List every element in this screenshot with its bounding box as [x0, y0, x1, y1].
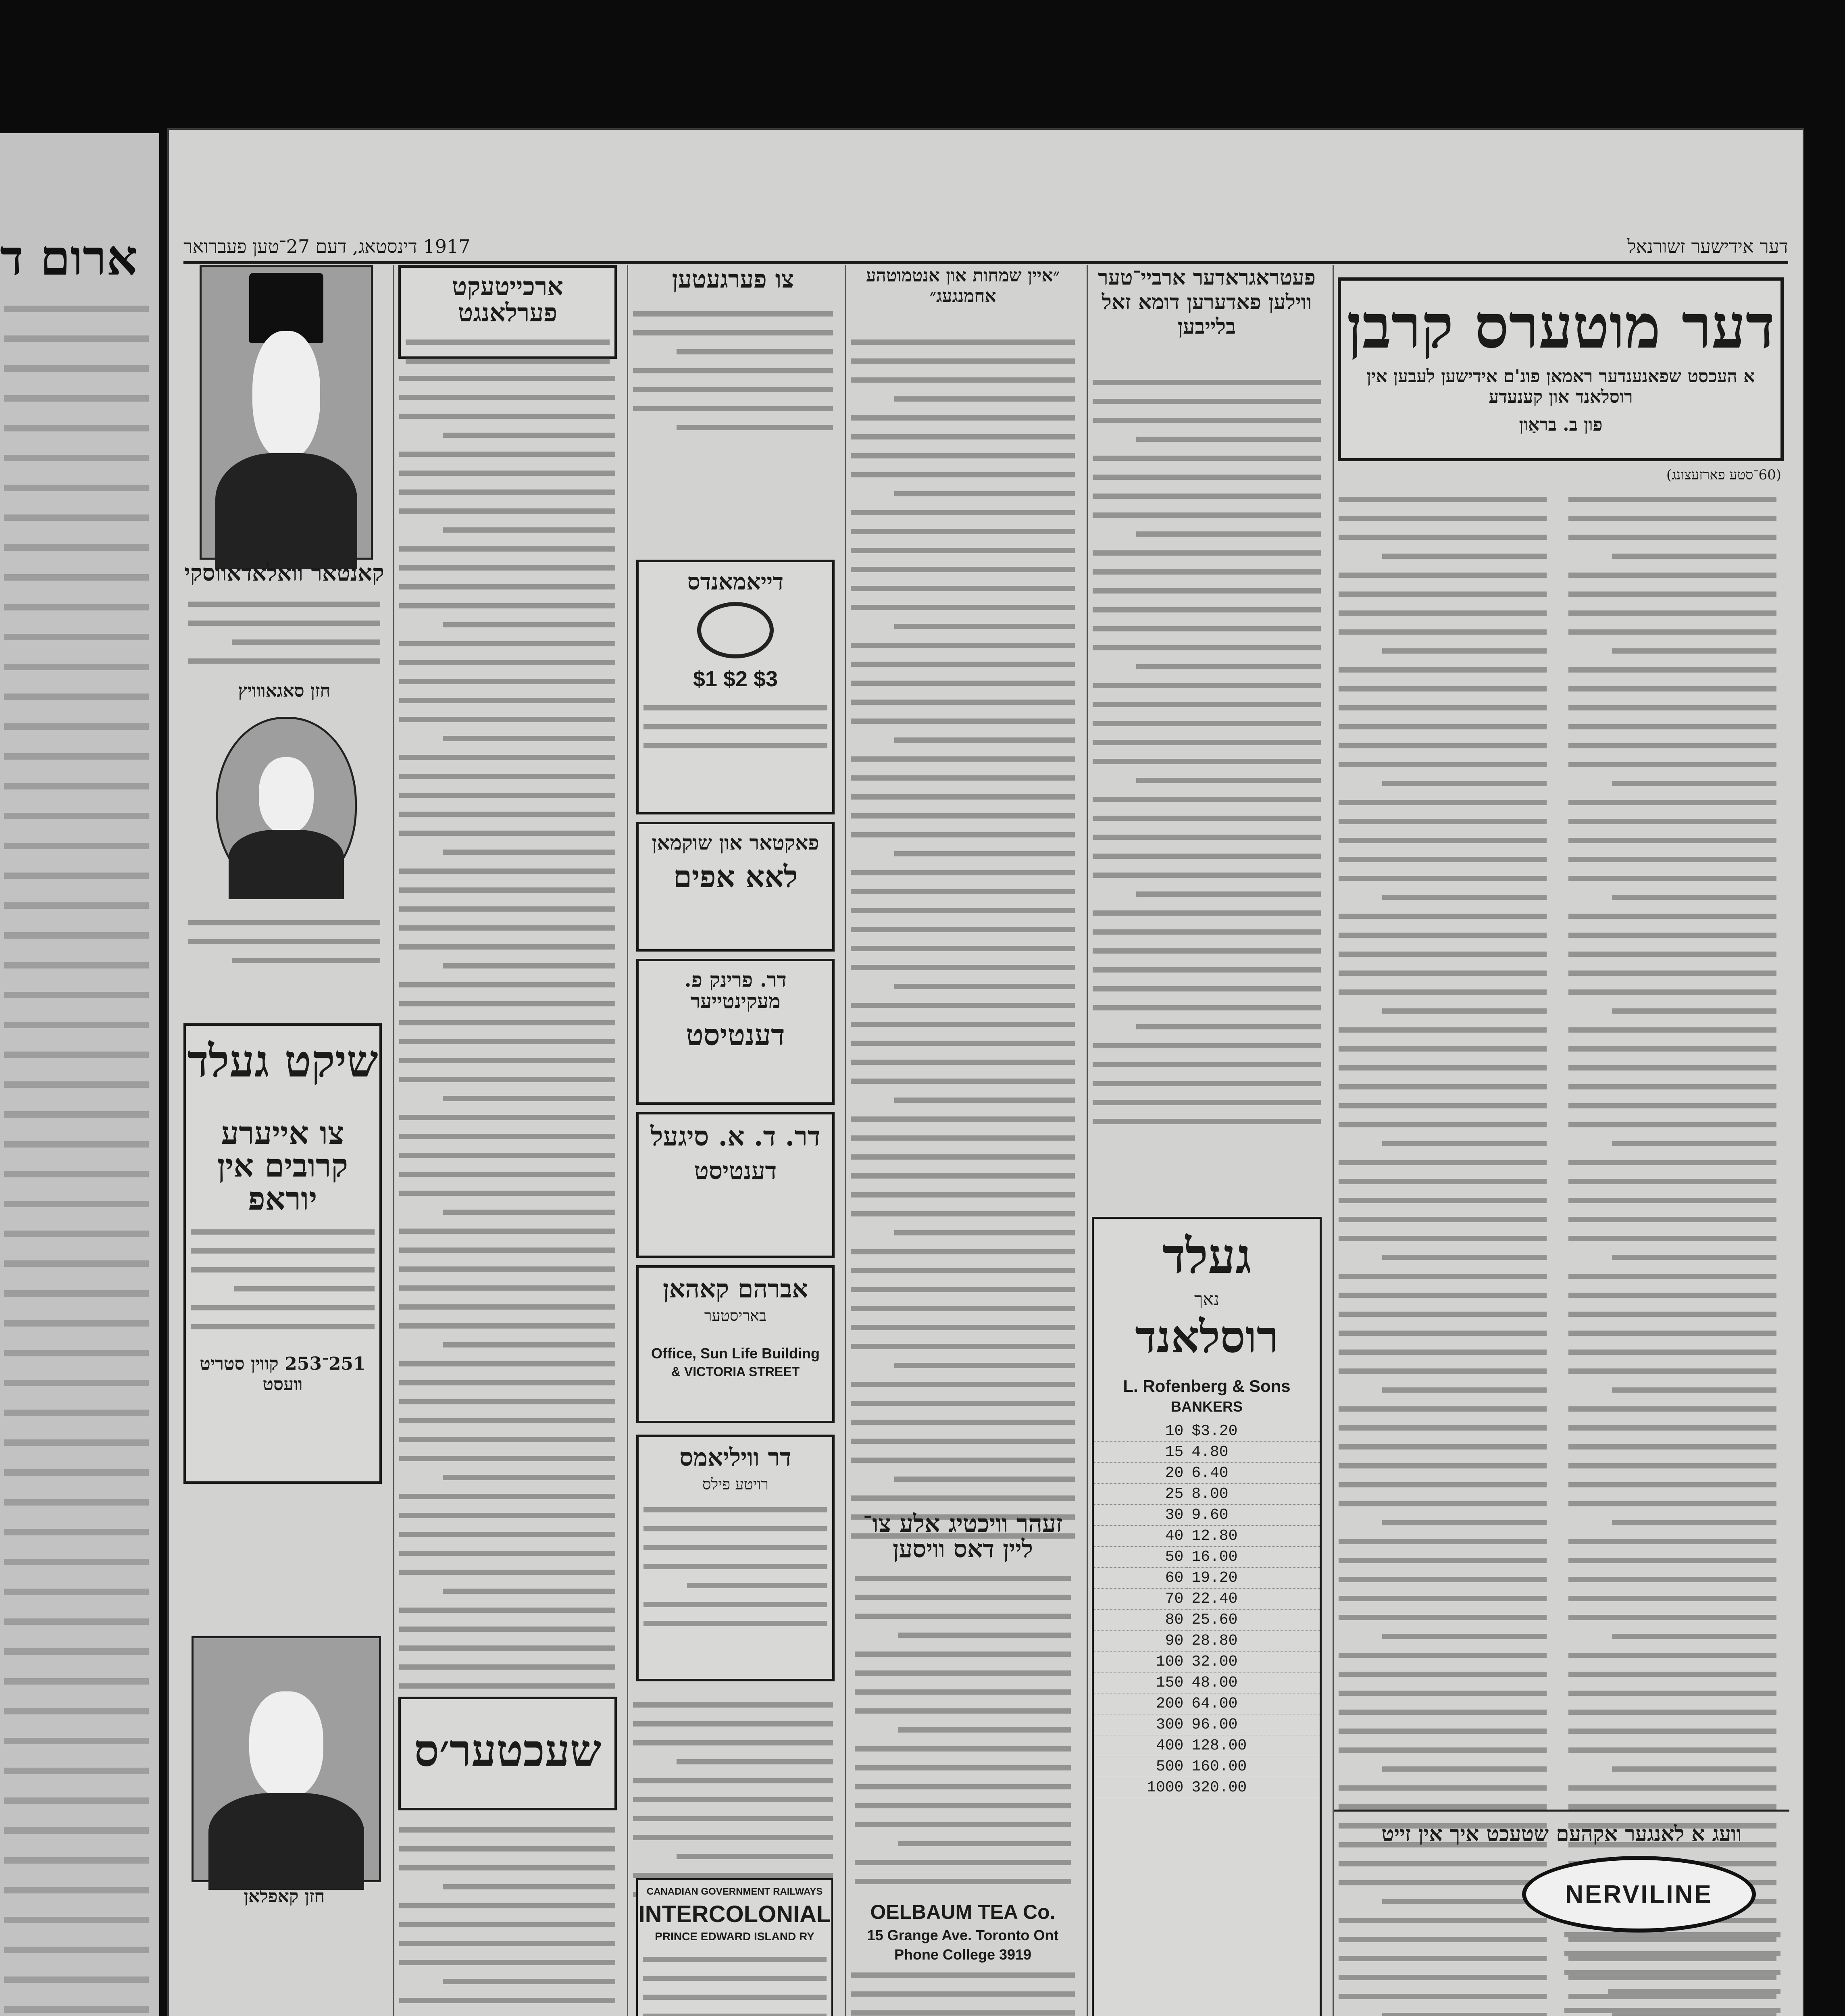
- previous-page-headline: ארום ד: [0, 229, 138, 286]
- ad-tea-company: OELBAUM TEA Co.: [870, 1901, 1056, 1923]
- rate-row: [1094, 1504, 1320, 1525]
- lead-story-headline-box: [1338, 277, 1784, 461]
- ad-send-money-title: שיקט געלד: [187, 1035, 378, 1087]
- ad-williams: [636, 1435, 835, 1681]
- ad-lawyer-title: אברהם קאהאן: [662, 1274, 808, 1304]
- rate-dollars: 25.60: [1187, 1609, 1320, 1630]
- ad-lawyer-office: Office, Sun Life Building: [651, 1345, 820, 1362]
- ad-architect-title: ארכייטעקט פערלאנגט: [452, 272, 564, 328]
- ad-money-russia-country: רוסלאנד: [1135, 1311, 1279, 1363]
- rate-row: [1094, 1630, 1320, 1651]
- rate-dollars: 22.40: [1187, 1588, 1320, 1609]
- lead-story-byline: פון ב. בראַון: [1519, 414, 1603, 435]
- rate-rubles: 400: [1094, 1735, 1187, 1756]
- nerviline-logo: [1498, 1818, 1780, 1971]
- ad-dentist-three-sub: דענטיסט: [694, 1157, 777, 1185]
- ad-lawyer: [636, 1265, 835, 1423]
- rate-rubles: 10: [1094, 1421, 1187, 1442]
- rate-rubles: 70: [1094, 1588, 1187, 1609]
- rate-rubles: 200: [1094, 1693, 1187, 1714]
- ad-dentist-one-name: לאא אפים: [673, 859, 798, 894]
- newspaper-page: [167, 128, 1804, 2016]
- ad-checkers: [398, 1697, 617, 1810]
- rate-row: [1094, 1777, 1320, 1798]
- rate-rubles: 50: [1094, 1546, 1187, 1567]
- rate-rubles: 300: [1094, 1714, 1187, 1735]
- ad-money-russia-title: געלד: [1162, 1228, 1252, 1285]
- ad-money-russia-bankers: BANKERS: [1170, 1398, 1243, 1415]
- rate-dollars: 19.20: [1187, 1567, 1320, 1588]
- rate-rubles: 150: [1094, 1672, 1187, 1693]
- ad-railway-line3: PRINCE EDWARD ISLAND RY: [655, 1930, 814, 1943]
- column-portraits: [183, 265, 385, 2016]
- nerviline-brand: NERVILINE: [1522, 1856, 1756, 1933]
- ad-money-russia-bank: L. Rofenberg & Sons: [1123, 1376, 1291, 1395]
- ad-williams-title: דר וויליאמס: [679, 1443, 791, 1472]
- ad-lawyer-sub: באריסטער: [704, 1307, 767, 1325]
- ad-dentist-one: [636, 822, 835, 952]
- lead-story-headline: דער מוטערס קרבן: [1347, 291, 1775, 362]
- portrait-photo-top: [200, 265, 373, 560]
- rate-dollars: 32.00: [1187, 1651, 1320, 1672]
- rate-row: [1094, 1672, 1320, 1693]
- rate-rubles: 1000: [1094, 1777, 1187, 1798]
- nerviline-divider: [1334, 1810, 1789, 1812]
- column-news: [845, 265, 1080, 2016]
- ad-williams-sub: רויטע פילס: [702, 1475, 769, 1493]
- masthead: [183, 213, 1788, 264]
- portrait-photo-middle: [216, 717, 357, 894]
- portrait-caption-middle: חזן סאגאווויץ: [238, 681, 331, 701]
- rate-rubles: 60: [1094, 1567, 1187, 1588]
- rate-rubles: 25: [1094, 1483, 1187, 1504]
- ad-lawyer-street: & VICTORIA STREET: [671, 1364, 800, 1379]
- berlin-story-headline: ״איין שמחות און אנטמוטהע אחמנגעג״: [866, 265, 1060, 306]
- rate-rubles: 100: [1094, 1651, 1187, 1672]
- rate-rubles: 20: [1094, 1462, 1187, 1483]
- ad-tea: [850, 1507, 1076, 1963]
- ad-dentist-two-title: דר. פרינק פ. מעקינטייער: [684, 968, 787, 1013]
- ad-tea-address: 15 Grange Ave. Toronto Ont: [867, 1927, 1059, 1943]
- petrograd-story-headline: פעטראגראדער ארביי־טער ווילען פאדערען דומא זאל בלייבען: [1098, 265, 1316, 339]
- rate-rubles: 80: [1094, 1609, 1187, 1630]
- ad-dentist-one-title: פאקטאר און שוקמאן: [652, 831, 819, 854]
- rate-dollars: 320.00: [1187, 1777, 1320, 1798]
- column-lead-story: [1333, 265, 1789, 2016]
- rate-dollars: 4.80: [1187, 1441, 1320, 1462]
- ad-tea-title: זעהר וויכטיג אלע צו־ ליין דאס וויסען: [863, 1510, 1063, 1563]
- portrait-caption-bottom: חזן קאפלאן: [244, 1886, 325, 1907]
- lead-story-continued: (60־סטע פארזעצונג): [1666, 467, 1781, 483]
- rate-row: [1094, 1462, 1320, 1483]
- rate-dollars: 28.80: [1187, 1630, 1320, 1651]
- ad-dentist-two-sub: דענטיסט: [686, 1018, 785, 1052]
- rate-row: [1094, 1441, 1320, 1462]
- rate-row: [1094, 1483, 1320, 1504]
- lead-story-subhead: א העכסט שפאנענדער ראמאן פונ'ם אידישען לעבען אין רוסלאנד און קענעדע: [1366, 366, 1755, 407]
- rate-row: [1094, 1546, 1320, 1567]
- ad-diamonds-title: דייאמאנדס: [687, 569, 784, 595]
- column-classifieds: [393, 265, 620, 2016]
- ad-diamonds-prices: $1 $2 $3: [693, 666, 778, 691]
- column-petrograd: [1087, 265, 1326, 2016]
- rate-row: [1094, 1714, 1320, 1735]
- rate-dollars: 8.00: [1187, 1483, 1320, 1504]
- rate-dollars: $3.20: [1187, 1421, 1320, 1442]
- rate-dollars: 12.80: [1187, 1525, 1320, 1546]
- rate-row: [1094, 1525, 1320, 1546]
- ad-for-rent-title: צו פערגעטען: [672, 265, 794, 294]
- rate-dollars: 48.00: [1187, 1672, 1320, 1693]
- rate-row: [1094, 1651, 1320, 1672]
- rate-row: [1094, 1567, 1320, 1588]
- exchange-rates-table: [1094, 1421, 1320, 1798]
- rate-dollars: 128.00: [1187, 1735, 1320, 1756]
- previous-page-fragment: [0, 133, 159, 2016]
- portrait-photo-bottom: [192, 1636, 381, 1882]
- ad-money-russia: [1092, 1217, 1322, 2016]
- rate-dollars: 16.00: [1187, 1546, 1320, 1567]
- rate-rubles: 15: [1094, 1441, 1187, 1462]
- column-ads: [627, 265, 838, 2016]
- ad-send-money-address: 251־253 קווין סטריט וועסט: [200, 1354, 366, 1395]
- nerviline-headline: וועג א לאנגער אקהעם שטעכט איך אין זייט: [1381, 1822, 1742, 1846]
- rate-row: [1094, 1756, 1320, 1777]
- rate-rubles: 40: [1094, 1525, 1187, 1546]
- ad-dentist-two: [636, 959, 835, 1105]
- ad-tea-phone: Phone College 3919: [894, 1946, 1032, 1963]
- rate-rubles: 500: [1094, 1756, 1187, 1777]
- rate-rubles: 30: [1094, 1504, 1187, 1525]
- rate-dollars: 160.00: [1187, 1756, 1320, 1777]
- rate-dollars: 96.00: [1187, 1714, 1320, 1735]
- ad-diamonds: [636, 560, 835, 814]
- ad-dentist-three: [636, 1112, 835, 1258]
- ad-architect: [398, 265, 617, 359]
- ad-checkers-title: שעכטער׳ס: [414, 1724, 602, 1776]
- masthead-paper-name: דער אידישער זשורנאל: [1627, 235, 1788, 257]
- rate-row: [1094, 1735, 1320, 1756]
- ad-send-money-sub: צו אייערע קרובים אין יוראפ: [217, 1114, 348, 1218]
- rate-dollars: 64.00: [1187, 1693, 1320, 1714]
- ad-railway-line1: CANADIAN GOVERNMENT RAILWAYS: [646, 1886, 823, 1897]
- rate-dollars: 9.60: [1187, 1504, 1320, 1525]
- rate-row: [1094, 1609, 1320, 1630]
- ad-money-russia-sub: נאך: [1194, 1289, 1220, 1310]
- ad-railway: [636, 1878, 833, 2016]
- ad-send-money: [183, 1023, 382, 1484]
- ad-railway-line2: INTERCOLONIAL: [638, 1901, 831, 1927]
- rate-row: [1094, 1421, 1320, 1442]
- ad-dentist-three-title: דר. ד. א. סיגעל: [650, 1120, 820, 1152]
- ring-icon: [697, 602, 774, 658]
- rate-rubles: 90: [1094, 1630, 1187, 1651]
- masthead-date: 1917 דינסטאג, דעם 27־טען פעברואר: [183, 235, 471, 257]
- rate-row: [1094, 1693, 1320, 1714]
- rate-row: [1094, 1588, 1320, 1609]
- rate-dollars: 6.40: [1187, 1462, 1320, 1483]
- portrait-caption-top: קאנטאר וואלאדאווסקי: [184, 560, 384, 586]
